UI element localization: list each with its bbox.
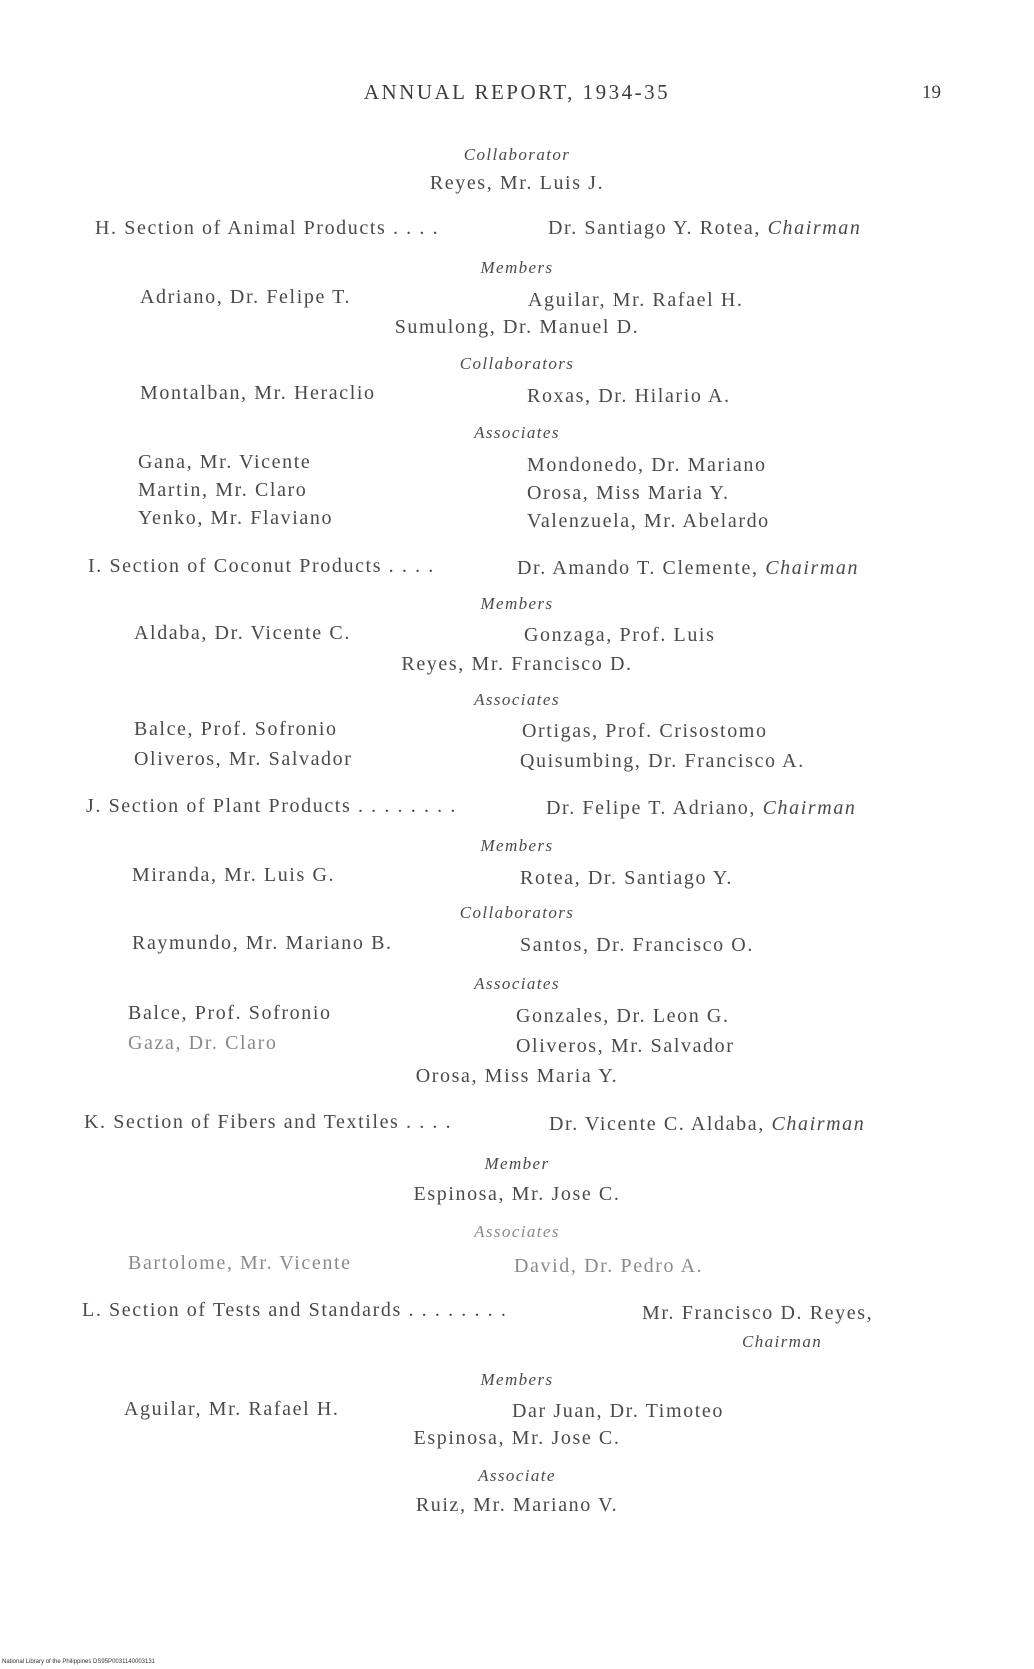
name-entry: Miranda, Mr. Luis G. — [132, 864, 336, 886]
name-entry: Rotea, Dr. Santiago Y. — [520, 867, 733, 889]
name-entry: Roxas, Dr. Hilario A. — [527, 385, 731, 407]
section-chairman — [549, 1113, 865, 1136]
name-entry: Montalban, Mr. Heraclio — [140, 382, 376, 404]
chairman-name: Dr. Vicente C. Aldaba, — [549, 1113, 765, 1135]
name-entry: Gonzaga, Prof. Luis — [524, 624, 716, 646]
name-entry: Balce, Prof. Sofronio — [128, 1002, 332, 1024]
name-entry: Aldaba, Dr. Vicente C. — [134, 622, 351, 644]
chairman-role: Chairman — [742, 1332, 823, 1351]
associate-heading: Associate — [478, 1466, 556, 1485]
name-entry: Balce, Prof. Sofronio — [134, 718, 338, 740]
chairman-role: Chairman — [762, 797, 857, 819]
name-entry: Gonzales, Dr. Leon G. — [516, 1005, 730, 1027]
members-heading: Members — [480, 1370, 554, 1389]
members-heading: Members — [480, 258, 554, 277]
associates-heading: Associates — [474, 1222, 560, 1241]
section-heading: K. Section of Fibers and Textiles . . . . — [84, 1111, 453, 1133]
section-chairman — [546, 797, 857, 820]
chairman-name: Dr. Amando T. Clemente, — [517, 557, 759, 579]
associates-heading: Associates — [474, 423, 560, 442]
name-entry: Reyes, Mr. Francisco D. — [401, 653, 633, 675]
section-heading: I. Section of Coconut Products . . . . — [88, 555, 435, 577]
name-entry: Gaza, Dr. Claro — [128, 1032, 278, 1054]
chairman-role: Chairman — [765, 557, 860, 579]
name-entry: Bartolome, Mr. Vicente — [128, 1252, 352, 1274]
name-entry: Aguilar, Mr. Rafael H. — [124, 1398, 340, 1420]
name-entry: Santos, Dr. Francisco O. — [520, 934, 754, 956]
section-chairman — [548, 217, 862, 240]
name-entry: Sumulong, Dr. Manuel D. — [394, 316, 640, 338]
name-entry: Oliveros, Mr. Salvador — [134, 748, 353, 770]
name-entry: Ortigas, Prof. Crisostomo — [522, 720, 768, 742]
name-entry: Aguilar, Mr. Rafael H. — [528, 289, 744, 311]
members-heading: Members — [480, 594, 554, 613]
members-heading: Members — [480, 836, 554, 855]
collaborator-heading: Collaborator — [463, 145, 571, 164]
name-entry: Gana, Mr. Vicente — [138, 451, 312, 473]
collaborators-heading: Collaborators — [459, 354, 575, 373]
name-entry: Adriano, Dr. Felipe T. — [140, 286, 352, 308]
section-chairman: Mr. Francisco D. Reyes, — [642, 1302, 874, 1324]
associates-heading: Associates — [474, 974, 560, 993]
name-entry: Valenzuela, Mr. Abelardo — [527, 510, 770, 532]
name-entry: Espinosa, Mr. Jose C. — [413, 1427, 621, 1449]
name-entry: Yenko, Mr. Flaviano — [138, 507, 334, 529]
section-heading: H. Section of Animal Products . . . . — [95, 217, 440, 239]
name-entry: Espinosa, Mr. Jose C. — [413, 1183, 621, 1205]
name-entry: Mondonedo, Dr. Mariano — [527, 454, 767, 476]
chairman-name: Dr. Felipe T. Adriano, — [546, 797, 756, 819]
name-entry: Orosa, Miss Maria Y. — [527, 482, 730, 504]
chairman-name: Dr. Santiago Y. Rotea, — [548, 217, 761, 239]
section-heading: L. Section of Tests and Standards . . . . . . . . — [82, 1299, 508, 1321]
scan-footer: National Library of the Philippines DS95P0031140003131 — [2, 1659, 155, 1665]
chairman-role: Chairman — [767, 217, 862, 239]
name-entry: Raymundo, Mr. Mariano B. — [132, 932, 393, 954]
name-entry: David, Dr. Pedro A. — [514, 1255, 704, 1277]
member-heading: Member — [484, 1154, 550, 1173]
section-heading: J. Section of Plant Products . . . . . . . . — [86, 795, 457, 817]
name-entry: Reyes, Mr. Luis J. — [429, 172, 605, 194]
name-entry: Oliveros, Mr. Salvador — [516, 1035, 735, 1057]
name-entry: Ruiz, Mr. Mariano V. — [415, 1494, 619, 1516]
name-entry: Dar Juan, Dr. Timoteo — [512, 1400, 724, 1422]
name-entry: Orosa, Miss Maria Y. — [415, 1065, 619, 1087]
running-header-title: ANNUAL REPORT, 1934-35 — [363, 80, 671, 104]
associates-heading: Associates — [474, 690, 560, 709]
name-entry: Martin, Mr. Claro — [138, 479, 308, 501]
chairman-role: Chairman — [771, 1113, 866, 1135]
section-chairman — [517, 557, 859, 580]
page-number: 19 — [922, 82, 941, 103]
collaborators-heading: Collaborators — [459, 903, 575, 922]
name-entry: Quisumbing, Dr. Francisco A. — [520, 750, 805, 772]
